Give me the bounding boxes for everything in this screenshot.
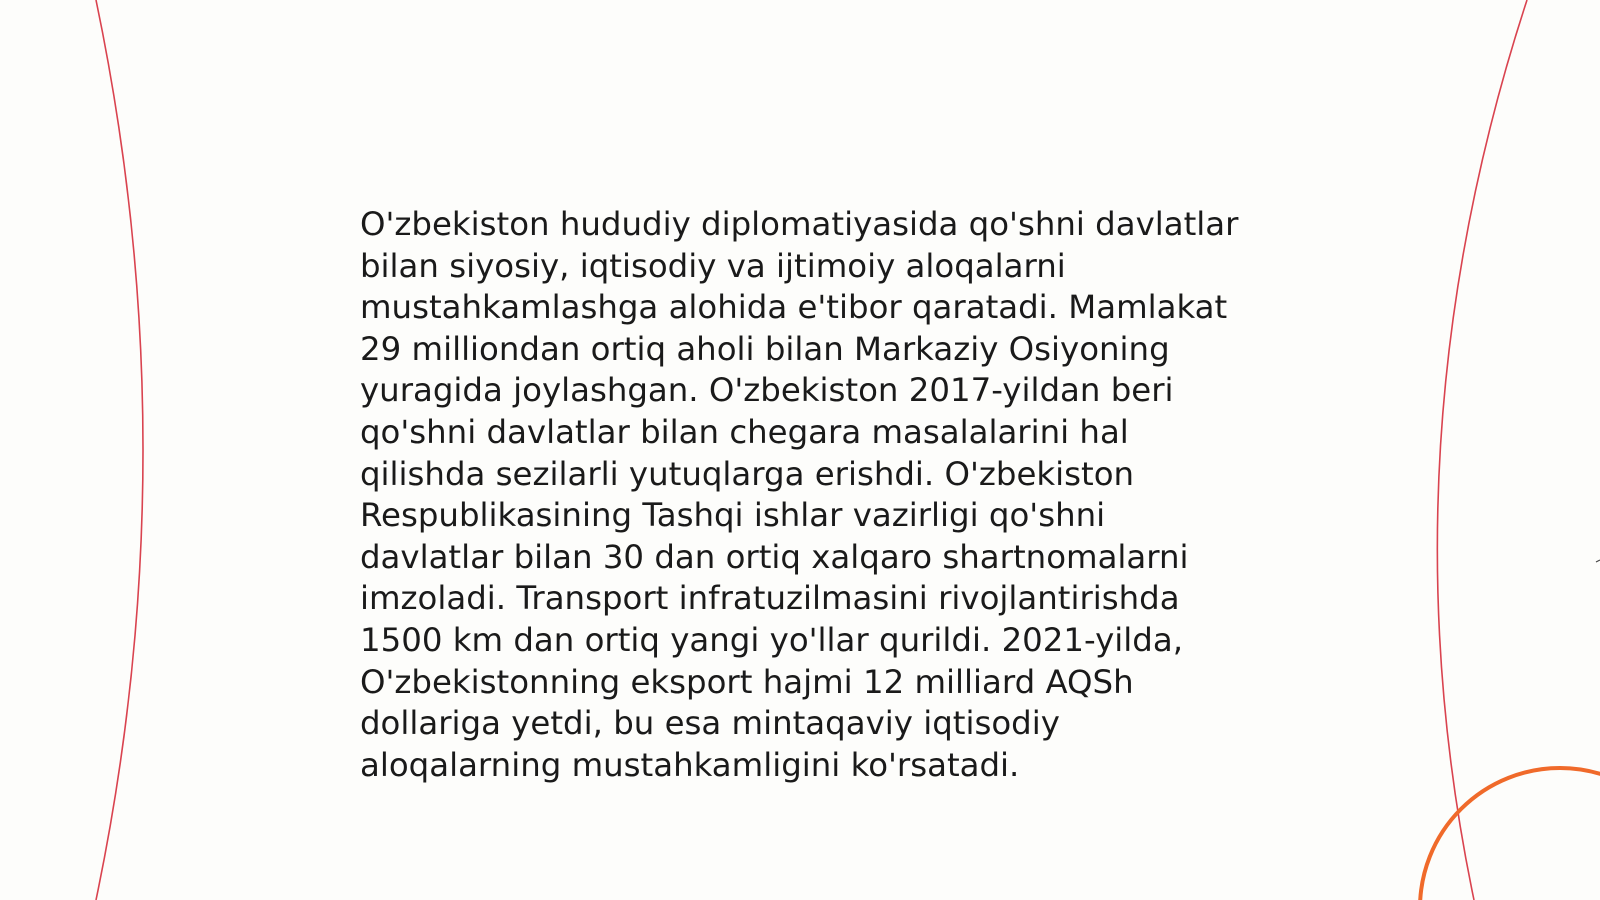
body-paragraph: O'zbekiston hududiy diplomatiyasida qo'shni davlatlar bilan siyosiy, iqtisodiy va ijtimoiy aloqalarni mustahkamlashga alohida e'tibor qaratadi. Mamlakat 29 milliondan ortiq aholi bilan Markaziy Osiyoning yuragida joylashgan. O'zbekiston 2017-yildan beri qo'shni davlatlar bilan chegara masalalarini hal qilishda sezilarli yutuqlarga erishdi. O'zbekiston Respublikasining Tashqi ishlar vazirligi qo'shni davlatlar bilan 30 dan ortiq xalqaro shartnomalarni imzoladi. Transport infratuzilmasini rivojlantirishda 1500 km dan ortiq yangi yo'llar qurildi. 2021-yilda, O'zbekistonning eksport hajmi 12 milliard AQSh dollariga yetdi, bu esa mintaqaviy iqtisodiy aloqalarning mustahkamligini ko'rsatadi.: [360, 205, 1239, 784]
right-arc-line: [1437, 0, 1527, 900]
left-arc-line: [96, 0, 143, 900]
right-edge-mark: [1596, 560, 1600, 562]
orange-circle-outline: [1420, 768, 1600, 900]
